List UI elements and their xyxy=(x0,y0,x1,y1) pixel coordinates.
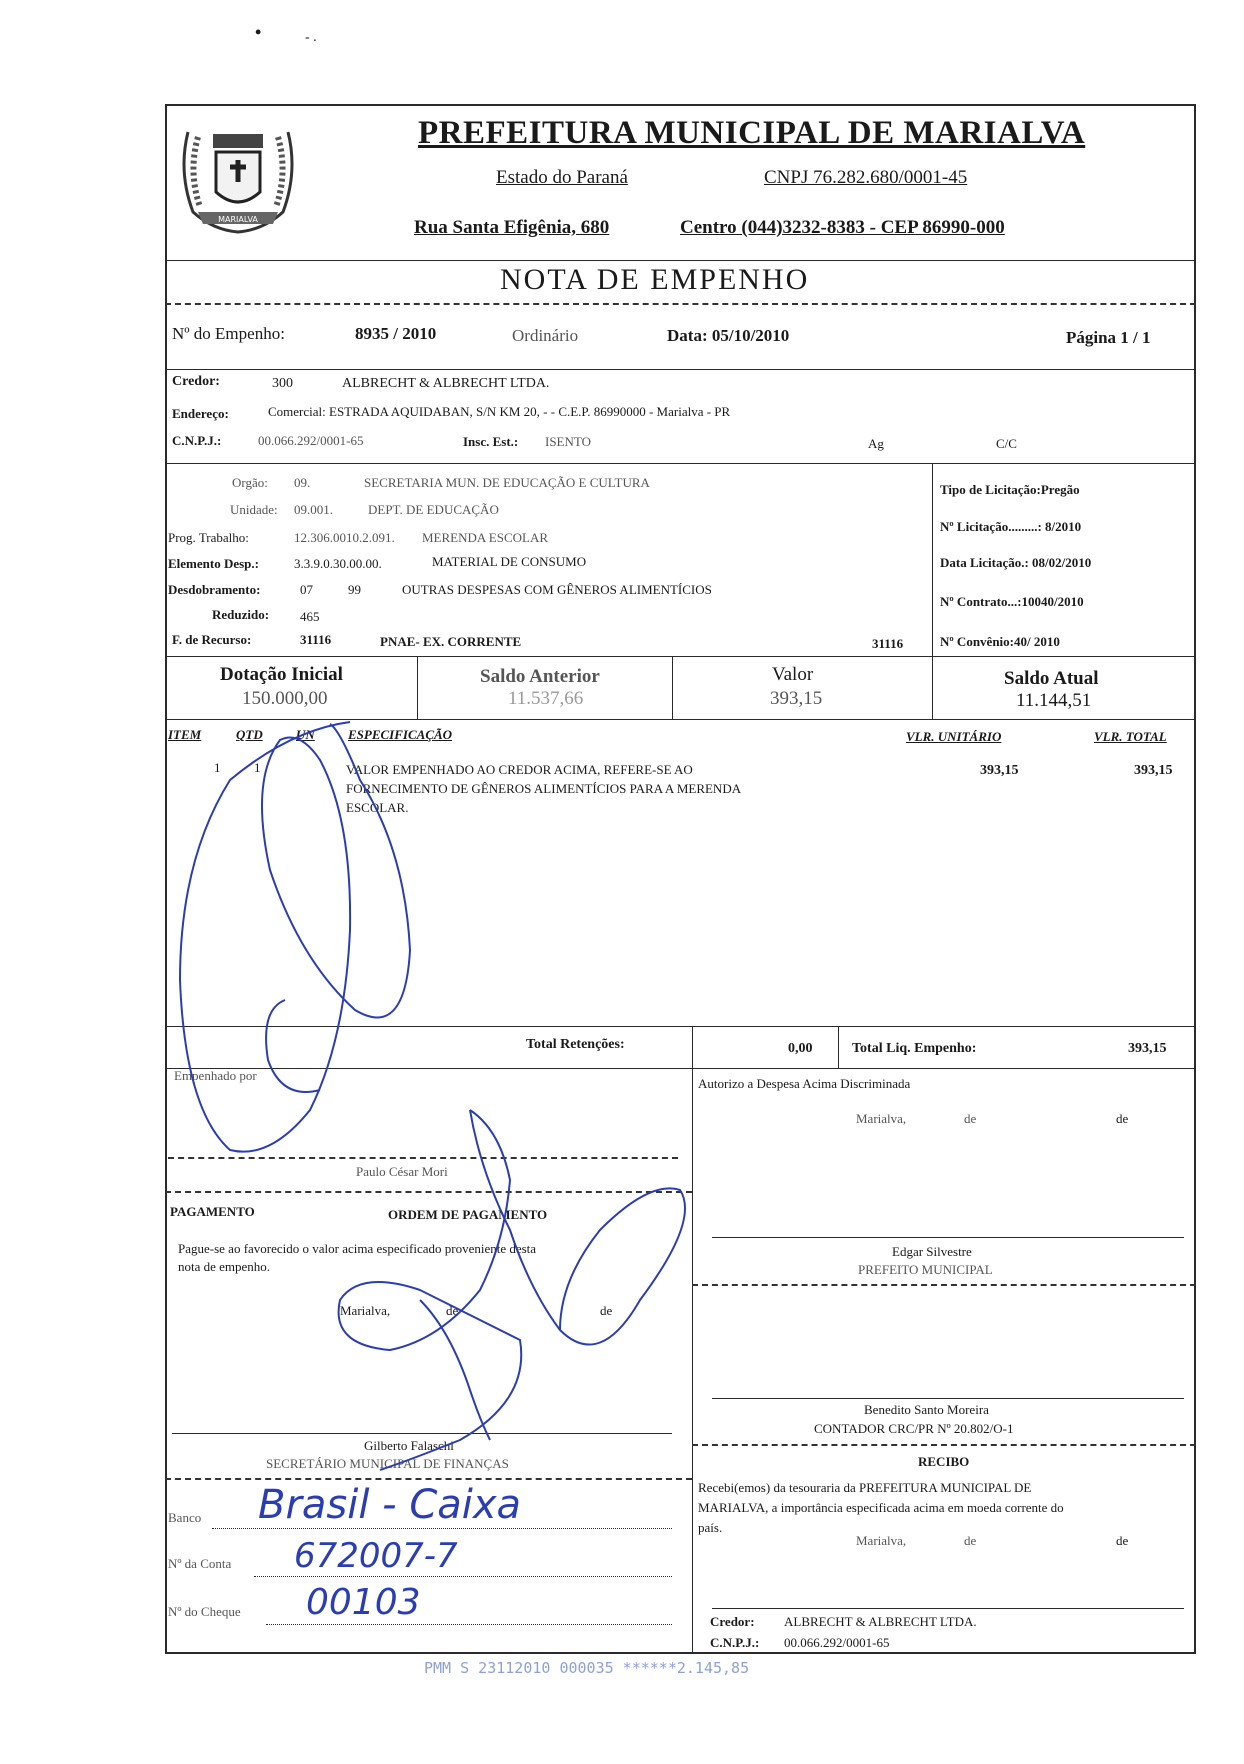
autorizo-de: de xyxy=(964,1111,977,1126)
tipo-licitacao: Tipo de Licitação:Pregão xyxy=(940,482,1080,497)
ordem-pagamento-label: ORDEM DE PAGAMENTO xyxy=(388,1207,548,1222)
coat-of-arms-logo xyxy=(168,112,308,237)
recurso-code: 31116 xyxy=(872,636,904,651)
recibo-text: país. xyxy=(698,1520,723,1535)
saldo-atual-label: Saldo Atual xyxy=(1004,668,1099,689)
recibo-text: MARIALVA, a importância especificada acima em moeda corrente do xyxy=(698,1500,1064,1515)
saldo-anterior-label: Saldo Anterior xyxy=(480,666,600,687)
recibo-credor-label: Credor: xyxy=(710,1614,755,1629)
empenho-number-label: Nº do Empenho: xyxy=(172,324,285,343)
pague-text: Pague-se ao favorecido o valor acima especificado proveniente desta xyxy=(178,1241,537,1256)
recurso-value: 31116 xyxy=(300,632,332,647)
gilberto-title: SECRETÁRIO MUNICIPAL DE FINANÇAS xyxy=(266,1456,509,1471)
retencoes-value: 0,00 xyxy=(788,1041,813,1056)
desdob-b: 99 xyxy=(348,582,361,597)
prog-name: MERENDA ESCOLAR xyxy=(422,530,549,545)
ordem-city: Marialva, xyxy=(340,1303,391,1318)
orgao-label: Orgão: xyxy=(232,475,268,490)
elem-code: 3.3.9.0.30.00.00. xyxy=(294,556,382,571)
pagamento-label: PAGAMENTO xyxy=(170,1204,255,1219)
contact-header: Centro (044)3232-8383 - CEP 86990-000 xyxy=(680,217,1005,238)
recurso-label: F. de Recurso: xyxy=(172,632,252,647)
item-spec-line: ESCOLAR. xyxy=(346,800,409,815)
recibo-text: Recebi(emos) da tesouraria da PREFEITURA MUNICIPAL DE xyxy=(698,1480,1032,1495)
item-qty: 1 xyxy=(254,760,261,775)
empenho-number: 8935 / 2010 xyxy=(355,324,437,343)
dotacao-label: Dotação Inicial xyxy=(220,664,343,685)
credor-address: Comercial: ESTRADA AQUIDABAN, S/N KM 20, - - C.E.P. 86990000 - Marialva - PR xyxy=(268,404,731,419)
credor-code: 300 xyxy=(272,376,293,391)
col-qtd: QTD xyxy=(236,727,263,742)
banco-handwritten: Brasil - Caixa xyxy=(258,1482,522,1528)
address-label: Endereço: xyxy=(172,406,229,421)
autorizo-de: de xyxy=(1116,1111,1129,1126)
desdob-label: Desdobramento: xyxy=(168,582,261,597)
empenhado-por-label: Empenhado por xyxy=(174,1068,257,1083)
prog-code: 12.306.0010.2.091. xyxy=(294,530,395,545)
empenho-type: Ordinário xyxy=(512,326,579,345)
state-label: Estado do Paraná xyxy=(496,167,628,188)
cheque-handwritten: 00103 xyxy=(306,1582,421,1623)
recibo-cnpj: 00.066.292/0001-65 xyxy=(784,1635,890,1650)
elem-name: MATERIAL DE CONSUMO xyxy=(432,554,587,569)
ordem-de: de xyxy=(446,1303,459,1318)
bank-stamp: PMM S 23112010 000035 ******2.145,85 xyxy=(424,1659,750,1677)
banco-label: Banco xyxy=(168,1510,202,1525)
item-spec-line: VALOR EMPENHADO AO CREDOR ACIMA, REFERE-SE AO xyxy=(346,762,693,777)
ag-label: Ag xyxy=(868,436,884,451)
municipality-title: PREFEITURA MUNICIPAL DE MARIALVA xyxy=(418,115,1086,151)
retencoes-label: Total Retenções: xyxy=(526,1037,625,1052)
document-title: NOTA DE EMPENHO xyxy=(500,263,810,296)
pague-text: nota de empenho. xyxy=(178,1259,271,1274)
saldo-anterior-value: 11.537,66 xyxy=(508,688,584,709)
recibo-cnpj-label: C.N.P.J.: xyxy=(710,1635,760,1650)
credor-label: Credor: xyxy=(172,374,220,389)
reduzido-value: 465 xyxy=(300,609,320,624)
numero-licitacao: Nº Licitação.........: 8/2010 xyxy=(940,519,1082,534)
benedito-name: Benedito Santo Moreira xyxy=(864,1402,989,1417)
edgar-name: Edgar Silvestre xyxy=(892,1244,972,1259)
cheque-label: Nº do Cheque xyxy=(168,1604,241,1619)
credor-cnpj: 00.066.292/0001-65 xyxy=(258,433,364,448)
conta-handwritten: 672007-7 xyxy=(294,1536,458,1576)
recibo-credor-name: ALBRECHT & ALBRECHT LTDA. xyxy=(784,1614,977,1629)
item-number: 1 xyxy=(214,760,221,775)
benedito-title: CONTADOR CRC/PR Nº 20.802/O-1 xyxy=(814,1421,1014,1436)
col-total-value: VLR. TOTAL xyxy=(1094,729,1167,744)
unidade-code: 09.001. xyxy=(294,502,333,517)
col-unit-value: VLR. UNITÁRIO xyxy=(906,729,1002,744)
valor-label: Valor xyxy=(772,664,814,685)
empenho-date: Data: 05/10/2010 xyxy=(667,326,790,345)
page-number: Página 1 / 1 xyxy=(1066,328,1151,347)
svg-text:MARIALVA: MARIALVA xyxy=(218,215,258,224)
elem-label: Elemento Desp.: xyxy=(168,556,259,571)
cnpj-header: CNPJ 76.282.680/0001-45 xyxy=(764,167,968,188)
valor-value: 393,15 xyxy=(770,688,823,709)
orgao-name: SECRETARIA MUN. DE EDUCAÇÃO E CULTURA xyxy=(364,475,650,490)
desdob-name: OUTRAS DESPESAS COM GÊNEROS ALIMENTÍCIOS xyxy=(402,582,712,597)
liq-value: 393,15 xyxy=(1128,1041,1167,1056)
credor-name: ALBRECHT & ALBRECHT LTDA. xyxy=(342,376,550,391)
prog-label: Prog. Trabalho: xyxy=(168,530,249,545)
recurso-name: PNAE- EX. CORRENTE xyxy=(380,634,522,649)
numero-contrato: Nº Contrato...:10040/2010 xyxy=(940,594,1084,609)
col-item: ITEM xyxy=(168,727,202,742)
desdob-a: 07 xyxy=(300,582,313,597)
item-unit-value: 393,15 xyxy=(980,763,1019,778)
liq-label: Total Liq. Empenho: xyxy=(852,1041,977,1056)
ie-label: Insc. Est.: xyxy=(463,434,519,449)
unidade-label: Unidade: xyxy=(230,502,278,517)
saldo-atual-value: 11.144,51 xyxy=(1016,690,1092,711)
stray-mark: - . xyxy=(305,30,317,45)
autorizo-city: Marialva, xyxy=(856,1111,907,1126)
autorizo-label: Autorizo a Despesa Acima Discriminada xyxy=(698,1076,911,1091)
recibo-de: de xyxy=(1116,1533,1129,1548)
conta-label: Nº da Conta xyxy=(168,1556,232,1571)
stray-mark: • xyxy=(255,22,262,42)
col-un: UN xyxy=(296,727,315,742)
dotacao-value: 150.000,00 xyxy=(242,688,328,709)
edgar-title: PREFEITO MUNICIPAL xyxy=(858,1262,993,1277)
cnpj-label: C.N.P.J.: xyxy=(172,433,222,448)
item-spec-line: FORNECIMENTO DE GÊNEROS ALIMENTÍCIOS PARA A MERENDA xyxy=(346,781,742,796)
data-licitacao: Data Licitação.: 08/02/2010 xyxy=(940,555,1092,570)
cc-label: C/C xyxy=(996,436,1017,451)
recibo-de: de xyxy=(964,1533,977,1548)
paulo-name: Paulo César Mori xyxy=(356,1164,448,1179)
credor-ie: ISENTO xyxy=(545,434,591,449)
reduzido-label: Reduzido: xyxy=(212,607,270,622)
unidade-name: DEPT. DE EDUCAÇÃO xyxy=(368,502,499,517)
orgao-code: 09. xyxy=(294,475,311,490)
numero-convenio: Nº Convênio:40/ 2010 xyxy=(940,634,1060,649)
address-header: Rua Santa Efigênia, 680 xyxy=(414,217,610,238)
gilberto-name: Gilberto Falaschi xyxy=(364,1438,454,1453)
recibo-title: RECIBO xyxy=(918,1454,970,1469)
ordem-de: de xyxy=(600,1303,613,1318)
col-spec: ESPECIFICAÇÃO xyxy=(348,727,453,742)
recibo-city: Marialva, xyxy=(856,1533,907,1548)
item-total-value: 393,15 xyxy=(1134,763,1173,778)
